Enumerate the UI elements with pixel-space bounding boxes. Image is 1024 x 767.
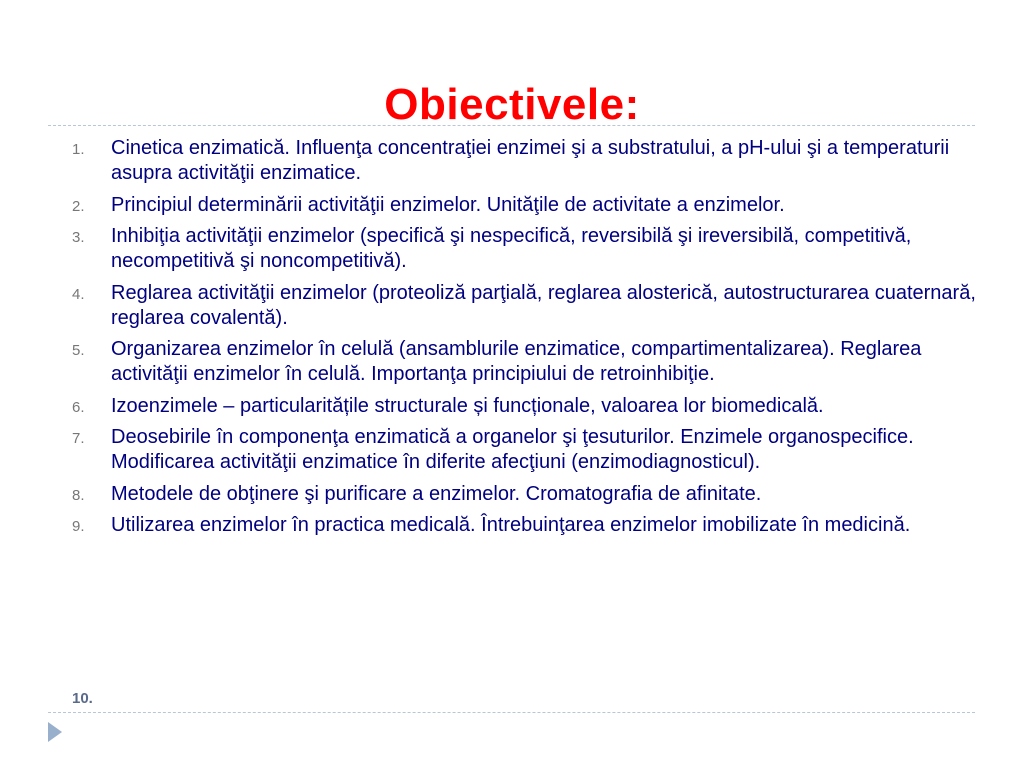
objective-item — [0, 281, 1024, 331]
objective-text: Inhibiţia activităţii enzimelor (specifică şi nespecifică, reversibilă şi ireversibilă, competitivă, necompetitivă şi noncompetitivă). — [111, 225, 912, 272]
empty-objective-number: 10. — [72, 690, 93, 707]
objective-number: 6. — [72, 398, 85, 416]
objective-number: 7. — [72, 430, 85, 447]
objective-text: Reglarea activităţii enzimelor (proteoliză parţială, reglarea alosterică, autostructurarea cuaternară, reglarea covalentă). — [111, 281, 976, 329]
objective-item — [0, 193, 1024, 218]
objective-text: Metodele de obţinere şi purificare a enzimelor. Cromatografia de afinitate. — [111, 482, 762, 505]
objectives-list — [0, 136, 1024, 545]
top-divider — [48, 125, 975, 126]
objective-item — [0, 337, 1024, 387]
objective-number: 9. — [72, 518, 85, 535]
objective-number: 4. — [72, 285, 85, 303]
objective-item — [0, 513, 1024, 538]
objective-item — [0, 394, 1024, 419]
objective-number: 5. — [72, 342, 85, 359]
objective-text: Principiul determinării activităţii enzimelor. Unităţile de activitate a enzimelor. — [111, 193, 785, 216]
objective-item — [0, 224, 1024, 274]
objective-text: Cinetica enzimatică. Influenţa concentraţiei enzimei şi a substratului, a pH-ului şi a temperaturii asupra activităţii enzimatice. — [111, 137, 950, 184]
objective-number: 1. — [72, 141, 85, 158]
objective-text: Organizarea enzimelor în celulă (ansamblurile enzimatice, compartimentalizarea). Reglarea activităţii enzimelor în celulă. Importanţa principiului de retroinhibiţie. — [111, 338, 922, 385]
objective-text: Izoenzimele – particularitățile structurale și funcționale, valoarea lor biomedicală. — [111, 394, 824, 417]
triangle-right-icon — [48, 722, 62, 742]
objective-item — [0, 425, 1024, 475]
objective-number: 8. — [72, 486, 85, 504]
objective-number: 2. — [72, 197, 85, 215]
objective-text: Deosebirile în componenţa enzimatică a organelor şi ţesuturilor. Enzimele organospecifice. Modificarea activităţii enzimatice în diferite afecţiuni (enzimodiagnosticul). — [111, 426, 914, 473]
bottom-divider — [48, 712, 975, 713]
objective-text: Utilizarea enzimelor în practica medicală. Întrebuinţarea enzimelor imobilizate în medicină. — [111, 514, 911, 536]
slide-title: Obiectivele: — [384, 80, 640, 130]
objective-item — [0, 136, 1024, 186]
objective-item — [0, 482, 1024, 507]
objective-number: 3. — [72, 229, 85, 246]
